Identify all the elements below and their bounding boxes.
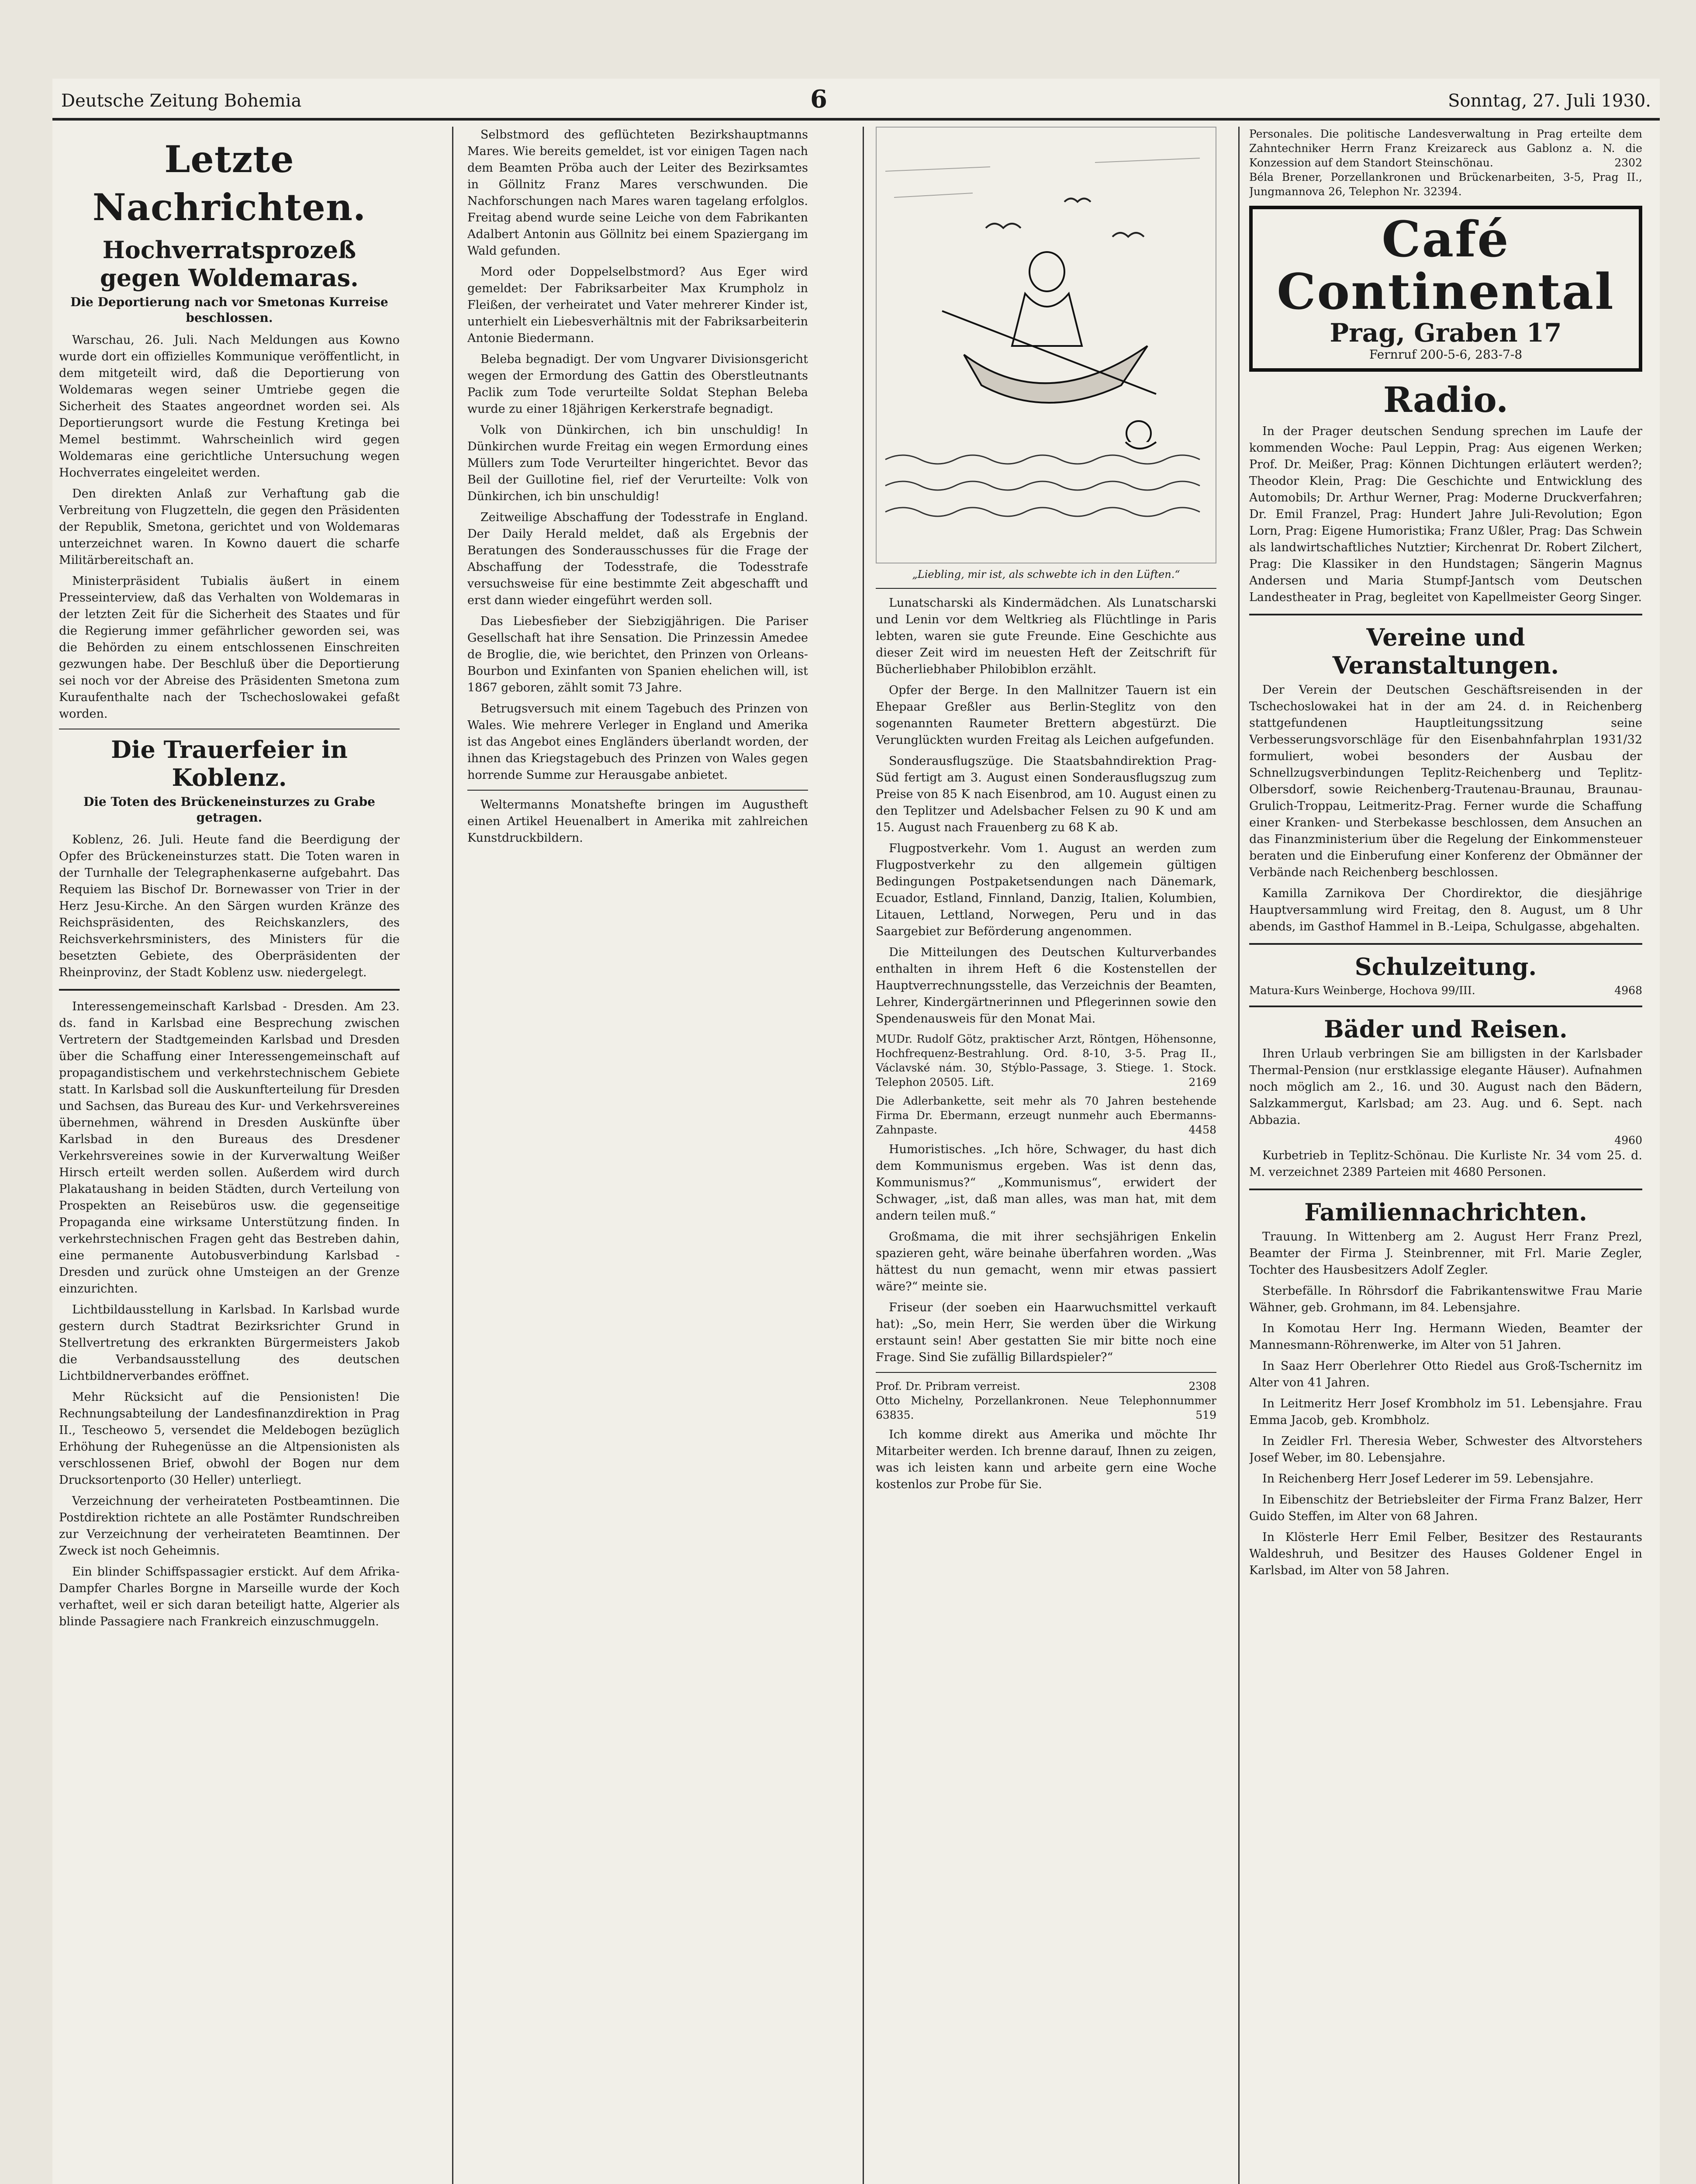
news-item: Weltermanns Monatshefte bringen im Augustheft einen Artikel Heuenalbert in Amerika mit zahlreichen Kunstdruckbildern.	[467, 798, 808, 845]
column-rule	[452, 127, 453, 2184]
news-item: Betrugsversuch mit einem Tagebuch des Prinzen von Wales. Wie mehrere Verleger in England und Amerika ist das Angebot eines Engländers überlandt worden, der ihnen das Kriegstagebuch des Prinzen von Wales gegen horrende Summe zur Herausgabe anbietet.	[467, 702, 808, 782]
news-item: Ein blinder Schiffspassagier erstickt. Auf dem Afrika-Dampfer Charles Borgne in Marseille wurde der Koch verhaftet, weil er sich daran beteiligt hatte, Algerier als blinde Passagiere nach Frankreich einzuschmuggeln.	[59, 1565, 400, 1628]
news-item: Großmama, die mit ihrer sechsjährigen Enkelin spazieren geht, wäre beinahe überfahren worden. „Was hättest du nun gemacht, wenn mir etwas passiert wäre?“ meinte sie.	[876, 1230, 1216, 1293]
ad-text: Personales. Die politische Landesverwaltung in Prag erteilte dem Zahntechniker Herrn Franz Kreizareck aus Gablonz a. N. die Konzession auf dem Standort Steinschönau.	[1249, 128, 1642, 169]
news-item: Friseur (der soeben ein Haarwuchsmittel verkauft hat): „So, mein Herr, Sie werden über die Wirkung erstaunt sein! Aber gestatten Sie mir bitte noch eine Frage. Sind Sie zufällig Billardspieler?“	[876, 1301, 1216, 1364]
family-notice: In Leitmeritz Herr Josef Krombholz im 51. Lebensjahre. Frau Emma Jacob, geb. Krombholz.	[1249, 1397, 1642, 1427]
ad-text: Matura-Kurs Weinberge, Hochova 99/III.	[1249, 984, 1475, 997]
ad-text: Prof. Dr. Pribram verreist.	[876, 1380, 1020, 1393]
ad-number: 4968	[1614, 984, 1642, 997]
article-subtitle: Die Toten des Brückeneinsturzes zu Grabe getragen.	[83, 795, 375, 825]
ad-title: Café Continental	[1277, 211, 1615, 321]
news-item: Opfer der Berge. In den Mallnitzer Tauern ist ein Ehepaar Greßler aus Berlin-Steglitz von den sogenannten Raumeter Brettern abgestürzt. Die Verunglückten wurden Freitag als Leichen aufgefunden.	[876, 684, 1216, 747]
column-1	[59, 127, 400, 2184]
page-number: 6	[810, 85, 827, 114]
family-notice: In Reichenberg Herr Josef Lederer im 59. Lebensjahre.	[1262, 1472, 1594, 1486]
section-title: Familiennachrichten.	[1304, 1198, 1587, 1226]
news-item: Humoristisches. „Ich höre, Schwager, du hast dich dem Kommunismus ergeben. Was ist denn das, Kommunismus?“ „Kommunismus“, erwidert der Schwager, „ist, daß man alles, was man hat, mit dem andern teilen muß.“	[876, 1143, 1216, 1223]
news-item: Volk von Dünkirchen, ich bin unschuldig! In Dünkirchen wurde Freitag ein wegen Ermordung eines Müllers zum Tode Verurteilter hingerichtet. Bevor das Beil der Guillotine fiel, rief der Verurteilte: Volk von Dünkirchen, ich bin unschuldig!	[467, 423, 808, 503]
divider	[59, 989, 400, 991]
newspaper-page	[52, 79, 1660, 2184]
section-title: Bäder und Reisen.	[1324, 1015, 1568, 1043]
cartoon-caption: „Liebling, mir ist, als schwebte ich in den Lüften.“	[912, 568, 1180, 581]
ad-number: 2308	[1188, 1380, 1216, 1393]
family-notice: In Zeidler Frl. Theresia Weber, Schwester des Altvorstehers Josef Weber, im 80. Lebensjahre.	[1249, 1434, 1642, 1465]
news-item: Verzeichnung der verheirateten Postbeamtinnen. Die Postdirektion richtete an alle Postämter Rundschreiben zur Verzeichnung der verheirateten Beamtinnen. Der Zweck ist noch Geheimnis.	[59, 1494, 400, 1558]
family-notice: In Klösterle Herr Emil Felber, Besitzer des Restaurants Waldeshruh, und Besitzer des Hauses Goldener Engel in Karlsbad, im Alter von 58 Jahren.	[1249, 1531, 1642, 1577]
news-item: Lichtbildausstellung in Karlsbad. In Karlsbad wurde gestern durch Stadtrat Bezirksrichter Grund in Stellvertretung des erkrankten Bürgermeisters Jakob die Verbandsausstellung des deutschen Lichtbildnerverbandes eröffnet.	[59, 1303, 400, 1383]
news-item: Zeitweilige Abschaffung der Todesstrafe in England. Der Daily Herald meldet, daß als Ergebnis der Beratungen des Sonderausschusses für die Frage der Abschaffung der Todesstrafe, die Todesstrafe versuchsweise für eine bestimmte Zeit abgeschafft und erst dann wieder eingeführt werden soll.	[467, 511, 808, 607]
news-item: Die Mitteilungen des Deutschen Kulturverbandes enthalten in ihrem Heft 6 die Kostenstellen der Hauptverrechnungsstelle, das Verzeichnis der Beamten, Lehrer, Kindergärtnerinnen und Pflegerinnen sowie den Spendenausweis für den Monat Mai.	[876, 946, 1216, 1026]
news-item: Das Liebesfieber der Siebzigjährigen. Die Pariser Gesellschaft hat ihre Sensation. Die Prinzessin Amedee de Broglie, die, wie berichtet, den Prinzen von Orleans-Bourbon und Exinfanten von Spanien ehelichen will, ist 1867 geboren, zählt somit 73 Jahre.	[467, 615, 808, 695]
article-paragraph: Ministerpräsident Tubialis äußert in einem Presseinterview, daß das Verhalten von Woldemaras in der letzten Zeit für die Sicherheit des Staates und für die Regierung immer gefährlicher geworden sei, was die Behörden zu einem entschlossenen Einschreiten gezwungen habe. Der Beschluß über die Deportierung sei noch vor der Abreise des Präsidenten Smetona zum Kuraufenthalte nach der Tschechoslowakei gefaßt worden.	[59, 574, 400, 721]
classified-ad	[1249, 170, 1642, 199]
article-paragraph: Warschau, 26. Juli. Nach Meldungen aus Kowno wurde dort ein offizielles Kommunique veröffentlicht, in dem mitgeteilt wird, daß die Deportierung von Woldemaras wegen seiner Umtriebe gegen die Sicherheit des Staates angeordnet worden sei. Als Deportierungsort wurde die Festung Kretinga bei Memel bestimmt. Wahrscheinlich wird gegen Woldemaras eine gerichtliche Untersuchung wegen Hochverrates eingeleitet werden.	[59, 333, 400, 480]
ad-text: Béla Brener, Porzellankronen und Brückenarbeiten, 3-5, Prag II., Jungmannova 26, Telephon Nr. 32394.	[1249, 171, 1642, 198]
ad-text: Die Adlerbankette, seit mehr als 70 Jahren bestehende Firma Dr. Ebermann, erzeugt nunmehr auch Ebermanns-Zahnpaste.	[876, 1095, 1216, 1136]
ad-number: 519	[1195, 1409, 1216, 1421]
newspaper-name: Deutsche Zeitung Bohemia	[61, 91, 302, 111]
article-paragraph: Kurbetrieb in Teplitz-Schönau. Die Kurliste Nr. 34 vom 25. d. M. verzeichnet 2389 Parteien mit 4680 Personen.	[1249, 1149, 1642, 1179]
ad-phone: Fernruf 200-5-6, 283-7-8	[1369, 347, 1523, 362]
section-title: Vereine und Veranstaltungen.	[1332, 623, 1559, 679]
section-title: Radio.	[1383, 379, 1509, 420]
classified-ad	[876, 1393, 1216, 1422]
classified-ad	[1249, 983, 1642, 998]
section-title: Schulzeitung.	[1354, 953, 1537, 981]
column-4	[1249, 127, 1642, 2184]
ad-number: 4960	[1614, 1134, 1642, 1147]
divider	[467, 790, 808, 791]
divider	[1249, 614, 1642, 615]
ad-number: 2302	[1614, 156, 1642, 169]
news-item: Flugpostverkehr. Vom 1. August an werden zum Flugpostverkehr zu den allgemein gültigen Bedingungen Postpaketsendungen nach Dänemark, Ecuador, Estland, Finnland, Danzig, Italien, Kolumbien, Litauen, Lettland, Norwegen, Peru und in das Saargebiet zur Beförderung angenommen.	[876, 842, 1216, 938]
ad-number: 4458	[1188, 1123, 1216, 1136]
article-paragraph: Koblenz, 26. Juli. Heute fand die Beerdigung der Opfer des Brückeneinsturzes statt. Die Toten waren in der Turnhalle der Telegraphenkaserne aufgebahrt. Das Requiem las Bischof Dr. Bornewasser von Trier in der Herz Jesu-Kirche. An den Särgen wurden Kränze des Reichspräsidenten, des Reichskanzlers, des Reichsverkehrsministers, des Ministers für die besetzten Gebiete, des Oberpräsidenten der Rheinprovinz, der Stadt Koblenz usw. niedergelegt.	[59, 833, 400, 979]
column-rule	[1238, 127, 1240, 2184]
column-rule	[863, 127, 864, 2184]
family-notice: In Eibenschitz der Betriebsleiter der Firma Franz Balzer, Herr Guido Steffen, im Alter von 68 Jahren.	[1249, 1493, 1642, 1523]
ad-text: Otto Michelny, Porzellankronen. Neue Telephonnummer 63835.	[876, 1394, 1216, 1421]
page-header	[52, 79, 1660, 121]
article-subtitle: Die Deportierung nach vor Smetonas Kurreise beschlossen.	[70, 295, 388, 325]
cartoon-illustration	[876, 127, 1216, 563]
cafe-continental-ad	[1249, 206, 1642, 372]
news-item: Mehr Rücksicht auf die Pensionisten! Die Rechnungsabteilung der Landesfinanzdirektion in Prag II., Tescheowo 5, versendet die Meldebogen bezüglich Erhöhung der Ruhegenüsse an die Altpensionisten als verschlossenen Brief, obwohl der Bogen nur dem Drucksortenporto (30 Heller) unterliegt.	[59, 1390, 400, 1487]
ad-text: MUDr. Rudolf Götz, praktischer Arzt, Röntgen, Höhensonne, Hochfrequenz-Bestrahlung. Ord. 8-10, 3-5. Prag II., Václavské nám. 30, Stýblo-Passage, 3. Stiege. 1. Stock. Telephon 20505. Lift.	[876, 1033, 1216, 1089]
news-item: Interessengemeinschaft Karlsbad - Dresden. Am 23. ds. fand in Karlsbad eine Besprechung zwischen Vertretern der Stadtgemeinden Karlsbad und Dresden über die Schaffung einer Interessengemeinschaft auf propagandistischem und verkehrstechnischem Gebiete statt. In Karlsbad soll die Auskunfterteilung für Dresden und Sachsen, das Bureau des Kur- und Verkehrsvereines übernehmen, während in Dresden Auskünfte über Karlsbad in den Bureaus des Dresdener Verkehrsvereines sowie in der Kurverwaltung Weißer Hirsch erteilt werden sollen. Außerdem wird durch Plakataushang in beiden Städten, durch Verteilung von Prospekten an Reisebüros usw. die gegenseitige Propaganda eine wirksame Unterstützung finden. In verkehrstechnischen Fragen geht das Bestreben dahin, eine permanente Autobusverbindung Karlsbad - Dresden und zurück ohne Umsteigen an der Grenze einzurichten.	[59, 1000, 400, 1296]
article-paragraph: In der Prager deutschen Sendung sprechen im Laufe der kommenden Woche: Paul Leppin, Prag: Aus eigenen Werken; Prof. Dr. Meißer, Prag: Können Dichtungen erläutert werden?; Theodor Klein, Prag: Die Geschichte und Entwicklung des Automobils; Dr. Arthur Werner, Prag: Moderne Druckverfahren; Dr. Emil Franzel, Prag: Hundert Jahre Juli-Revolution; Egon Lorn, Prag: Eigene Humoristika; Franz Ußler, Prag: Das Schwein als landwirtschaftliches Nutztier; Kirchenrat Dr. Robert Zilchert, Prag: Die Klassiker in den Hundstagen; Sängerin Magnus Andersen und Maria Stumpf-Jantsch vom Deutschen Landestheater in Prag, begleitet von Kapellmeister Georg Singer.	[1249, 425, 1642, 604]
classified-ad	[876, 1094, 1216, 1137]
classified-ad	[1249, 127, 1642, 170]
classified-ad	[876, 1032, 1216, 1089]
news-item: Selbstmord des geflüchteten Bezirkshauptmanns Mares. Wie bereits gemeldet, ist vor einigen Tagen nach dem Beamten Pröba auch der Leiter des Bezirksamtes in Göllnitz Franz Mares verschwunden. Die Nachforschungen nach Mares waren tagelang erfolglos. Freitag abend wurde seine Leiche von dem Fabrikanten Adalbert Antonin aus Göllnitz bei einem Spaziergang im Wald gefunden.	[467, 128, 808, 258]
divider	[1249, 943, 1642, 945]
news-item: Ich komme direkt aus Amerika und möchte Ihr Mitarbeiter werden. Ich brenne darauf, Ihnen zu zeigen, was ich leisten kann und arbeite gern eine Woche kostenlos zur Probe für Sie.	[876, 1428, 1216, 1491]
divider	[876, 588, 1216, 589]
news-item: Lunatscharski als Kindermädchen. Als Lunatscharski und Lenin vor dem Weltkrieg als Flüchtlinge in Paris lebten, waren sie gute Freunde. Eine Geschichte aus dieser Zeit wird im neuesten Heft der Zeitschrift für Bücherliebhaber Philobiblon erzählt.	[876, 596, 1216, 676]
ad-address: Prag, Graben 17	[1330, 318, 1562, 348]
article-paragraph: Kamilla Zarnikova Der Chordirektor, die diesjährige Hauptversammlung wird Freitag, den 8. August, um 8 Uhr abends, im Gasthof Hammel in B.-Leipa, Schulgasse, abgehalten.	[1249, 887, 1642, 933]
classified-ad	[876, 1379, 1216, 1393]
family-notice: Sterbefälle. In Röhrsdorf die Fabrikantenswitwe Frau Marie Wähner, geb. Grohmann, im 84. Lebensjahre.	[1249, 1284, 1642, 1314]
family-notice: In Komotau Herr Ing. Hermann Wieden, Beamter der Mannesmann-Röhrenwerke, im Alter von 51 Jahren.	[1249, 1322, 1642, 1352]
article-title: Hochverratsprozeß gegen Woldemaras.	[100, 236, 359, 292]
ad-number: 2169	[1188, 1076, 1216, 1089]
divider	[1249, 1189, 1642, 1190]
news-item: Beleba begnadigt. Der vom Ungvarer Divisionsgericht wegen der Ermordung des Gattin des Oberstleutnants Paclik zum Tode verurteilte Soldat Stephan Beleba wurde zu einer 18jährigen Kerkerstrafe begnadigt.	[467, 352, 808, 416]
news-item: Sonderausflugszüge. Die Staatsbahndirektion Prag-Süd fertigt am 3. August einen Sonderausflugszug zum Preise von 85 K nach Eisenbrod, am 10. August einen zu den Teplitzer und Adelsbacher Felsen zu 90 K und am 15. August nach Frauenberg zu 68 K ab.	[876, 754, 1216, 834]
article-paragraph: Ihren Urlaub verbringen Sie am billigsten in der Karlsbader Thermal-Pension (nur erstklassige elegante Häuser). Aufnahmen noch möglich am 2., 16. und 30. August nach den Bädern, Salzkammergut, Karlsbad; am 23. Aug. und 6. Sept. nach Abbazia.	[1249, 1047, 1642, 1127]
divider	[1249, 1006, 1642, 1007]
article-paragraph: Der Verein der Deutschen Geschäftsreisenden in der Tschechoslowakei hat in der am 24. d. in Reichenberg stattgefundenen Hauptleitungssitzung seine Verbesserungsvorschläge für den Eisenbahnfahrplan 1931/32 formuliert, wobei besonders der Ausbau der Schnellzugsverbindungen Teplitz-Reichenberg und Teplitz-Olbersdorf, sowie Reichenberg-Trautenau-Braunau, Braunau-Grulich-Troppau, Leitmeritz-Prag. Ferner wurde die Schaffung einer Kranken- und Sterbekasse beschlossen, dem Ansuchen an das Finanzministerium über die Regelung der Einkommensteuer beraten und die Einberufung einer Konferenz der Obmänner der Verbände nach Reichenberg beschlossen.	[1249, 683, 1642, 879]
cartoon-drawing	[877, 128, 1216, 563]
column-3	[876, 127, 1216, 2184]
article-title: Die Trauerfeier in Koblenz.	[111, 736, 348, 791]
column-2	[467, 127, 808, 2184]
ad-number-row	[1249, 1133, 1642, 1147]
divider	[876, 1372, 1216, 1373]
article-paragraph: Den direkten Anlaß zur Verhaftung gab die Verbreitung von Flugzetteln, die gegen den Präsidenten der Republik, Smetona, gerichtet und von Woldemaras unterzeichnet waren. In Kowno dauert die scharfe Militärbereitschaft an.	[59, 487, 400, 567]
family-notice: Trauung. In Wittenberg am 2. August Herr Franz Prezl, Beamter der Firma J. Steinbrenner, mit Frl. Marie Zegler, Tochter des Hausbesitzers Adolf Zegler.	[1249, 1230, 1642, 1277]
issue-date: Sonntag, 27. Juli 1930.	[1448, 91, 1651, 111]
news-item: Mord oder Doppelselbstmord? Aus Eger wird gemeldet: Der Fabriksarbeiter Max Krumpholz in Fleißen, der verheiratet und Vater mehrerer Kinder ist, unterhielt ein Liebesverhältnis mit der Fabriksarbeiterin Antonie Biedermann.	[467, 265, 808, 345]
family-notice: In Saaz Herr Oberlehrer Otto Riedel aus Groß-Tschernitz im Alter von 41 Jahren.	[1249, 1359, 1642, 1389]
section-title: Letzte Nachrichten.	[92, 138, 366, 229]
